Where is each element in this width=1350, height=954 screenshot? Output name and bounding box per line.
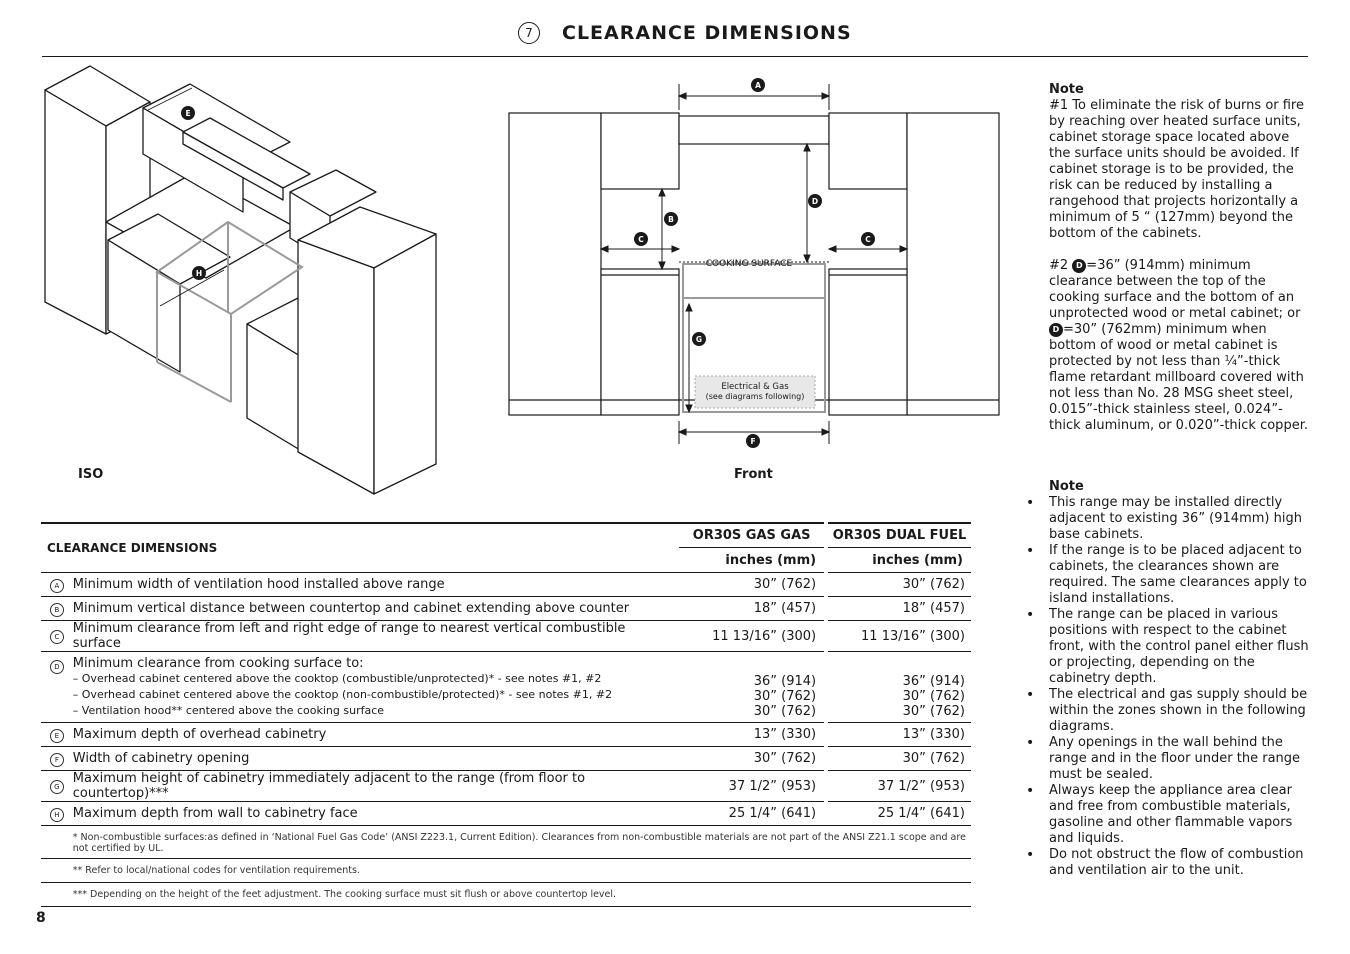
page-number: 8 bbox=[36, 910, 46, 926]
list-item: • If the range is to be placed adjacent to cabinets, the clearances shown are required. The same clearances apply to island installations. bbox=[1049, 543, 1311, 607]
note-2-bullets bbox=[1049, 495, 1311, 879]
table-row: A Minimum width of ventilation hood installed above range 30” (762) 30” (762) bbox=[41, 573, 971, 597]
footnote: *** Depending on the height of the feet adjustment. The cooking surface must sit flush or above countertop level. bbox=[41, 883, 971, 907]
table-title: CLEARANCE DIMENSIONS bbox=[41, 522, 675, 573]
badge-g bbox=[692, 332, 706, 346]
svg-text:G: G bbox=[695, 335, 703, 344]
table-row: F Width of cabinetry opening 30” (762) 30” (762) bbox=[41, 747, 971, 771]
iso-diagram bbox=[40, 62, 440, 502]
note-2 bbox=[1049, 479, 1311, 879]
section-number: 7 bbox=[518, 22, 540, 44]
svg-text:F: F bbox=[750, 437, 756, 446]
note-1-paragraph-2: #2 D =36” (914mm) minimum clearance between the top of the cooking surface and the bottom of an unprotected wood or metal cabinet; or D =30” (762mm) minimum when bottom of wood or metal cabinet is protected by not less than ¼”-thick flame retardant millboard covered with not less than No. 28 MSG sheet steel, 0.015”-thick stainless steel, 0.024”-thick aluminum, or 0.020”-thick copper. bbox=[1049, 258, 1308, 433]
svg-text:E: E bbox=[185, 109, 191, 118]
svg-text:A: A bbox=[755, 81, 761, 90]
unit-header-dual-fuel: inches (mm) bbox=[828, 548, 971, 573]
svg-text:B: B bbox=[668, 215, 674, 224]
list-item: • The range can be placed in various positions with respect to the cabinet front, with the control panel either flush or projecting, depending on the cabinetry depth. bbox=[1049, 607, 1311, 687]
row-letter: B bbox=[50, 603, 64, 617]
table-row: G Maximum height of cabinetry immediately adjacent to the range (from floor to countertop)*** 37 1/2” (953) 37 1/2” (953) bbox=[41, 771, 971, 802]
row-letter: F bbox=[50, 753, 64, 767]
table-row: E Maximum depth of overhead cabinetry 13” (330) 13” (330) bbox=[41, 723, 971, 747]
list-item: • The electrical and gas supply should be within the zones shown in the following diagrams. bbox=[1049, 687, 1311, 735]
note-2-title: Note bbox=[1049, 479, 1084, 494]
list-item: • Do not obstruct the flow of combustion and ventilation air to the unit. bbox=[1049, 847, 1311, 879]
col-header-gas: OR30S GAS GAS bbox=[679, 522, 824, 548]
badge-c-left bbox=[634, 232, 648, 246]
badge-b bbox=[664, 212, 678, 226]
badge-f bbox=[746, 434, 760, 448]
note-1-title: Note bbox=[1049, 82, 1084, 97]
page-header bbox=[42, 18, 1308, 57]
cooking-surface-label: COOKING SURFACE bbox=[705, 259, 793, 269]
electrical-gas-sub: (see diagrams following) bbox=[705, 392, 805, 401]
list-item: • This range may be installed directly adjacent to existing 36” (914mm) high base cabinets. bbox=[1049, 495, 1311, 543]
row-letter: H bbox=[50, 808, 64, 822]
table-row: C Minimum clearance from left and right edge of range to nearest vertical combustible surface 11 13/16” (300) 11 13/16” (300) bbox=[41, 621, 971, 652]
row-letter: D bbox=[50, 660, 64, 674]
list-item: • Any openings in the wall behind the range and in the floor under the range must be sealed. bbox=[1049, 735, 1311, 783]
badge-a bbox=[751, 78, 765, 92]
svg-text:H: H bbox=[195, 269, 203, 278]
svg-text:C: C bbox=[638, 235, 644, 244]
badge-e bbox=[181, 106, 195, 120]
list-item: • Always keep the appliance area clear and free from combustible materials, gasoline and other flammable vapors and liquids. bbox=[1049, 783, 1311, 847]
front-label: Front bbox=[734, 467, 773, 482]
electrical-gas-label: Electrical & Gas bbox=[721, 382, 789, 392]
clearance-table bbox=[41, 522, 971, 907]
table-row: B Minimum vertical distance between countertop and cabinet extending above counter 18” (457) 18” (457) bbox=[41, 597, 971, 621]
row-letter: C bbox=[50, 630, 64, 644]
row-letter: G bbox=[50, 780, 64, 794]
svg-text:D: D bbox=[811, 197, 819, 206]
unit-header-gas: inches (mm) bbox=[679, 548, 824, 573]
d-badge-icon: D bbox=[1072, 259, 1086, 273]
note-1 bbox=[1049, 82, 1311, 434]
badge-d bbox=[808, 194, 822, 208]
footnote: * Non-combustible surfaces:as defined in ‘National Fuel Gas Code’ (ANSI Z223.1, Current Edition). Clearances from non-combustible materials are not part of the ANSI Z21.1 scope and are not certified by UL. bbox=[41, 826, 971, 859]
iso-label: ISO bbox=[78, 467, 104, 482]
footnote: ** Refer to local/national codes for ventilation requirements. bbox=[41, 859, 971, 883]
col-header-dual-fuel: OR30S DUAL FUEL bbox=[828, 522, 971, 548]
note-1-paragraph-1: #1 To eliminate the risk of burns or fire by reaching over heated surface units, cabinet storage space located above the surface units should be avoided. If cabinet storage is to be provided, the risk can be reduced by installing a rangehood that projects horizontally a minimum of 5 “ (127mm) beyond the bottom of the cabinets. bbox=[1049, 98, 1304, 241]
row-letter: A bbox=[50, 579, 64, 593]
table-row: H Maximum depth from wall to cabinetry face 25 1/4” (641) 25 1/4” (641) bbox=[41, 802, 971, 826]
page-title: CLEARANCE DIMENSIONS bbox=[562, 22, 852, 44]
front-diagram bbox=[505, 76, 1005, 466]
svg-text:C: C bbox=[865, 235, 871, 244]
table-row: D Minimum clearance from cooking surface to: – Overhead cabinet centered above the cooktop (combustible/unprotected)* - see notes #1, #2 – Overhead cabinet centered above the cooktop (non-combustible/protected)* - see notes #1, #2 – Ventilation hood** centered above the cooking surface 36” (914) 30” (762) 30” (762) 36” (914) 30” (762) 30” (762) bbox=[41, 652, 971, 723]
badge-c-right bbox=[861, 232, 875, 246]
badge-h bbox=[192, 266, 206, 280]
row-letter: E bbox=[50, 729, 64, 743]
d-badge-icon: D bbox=[1049, 323, 1063, 337]
